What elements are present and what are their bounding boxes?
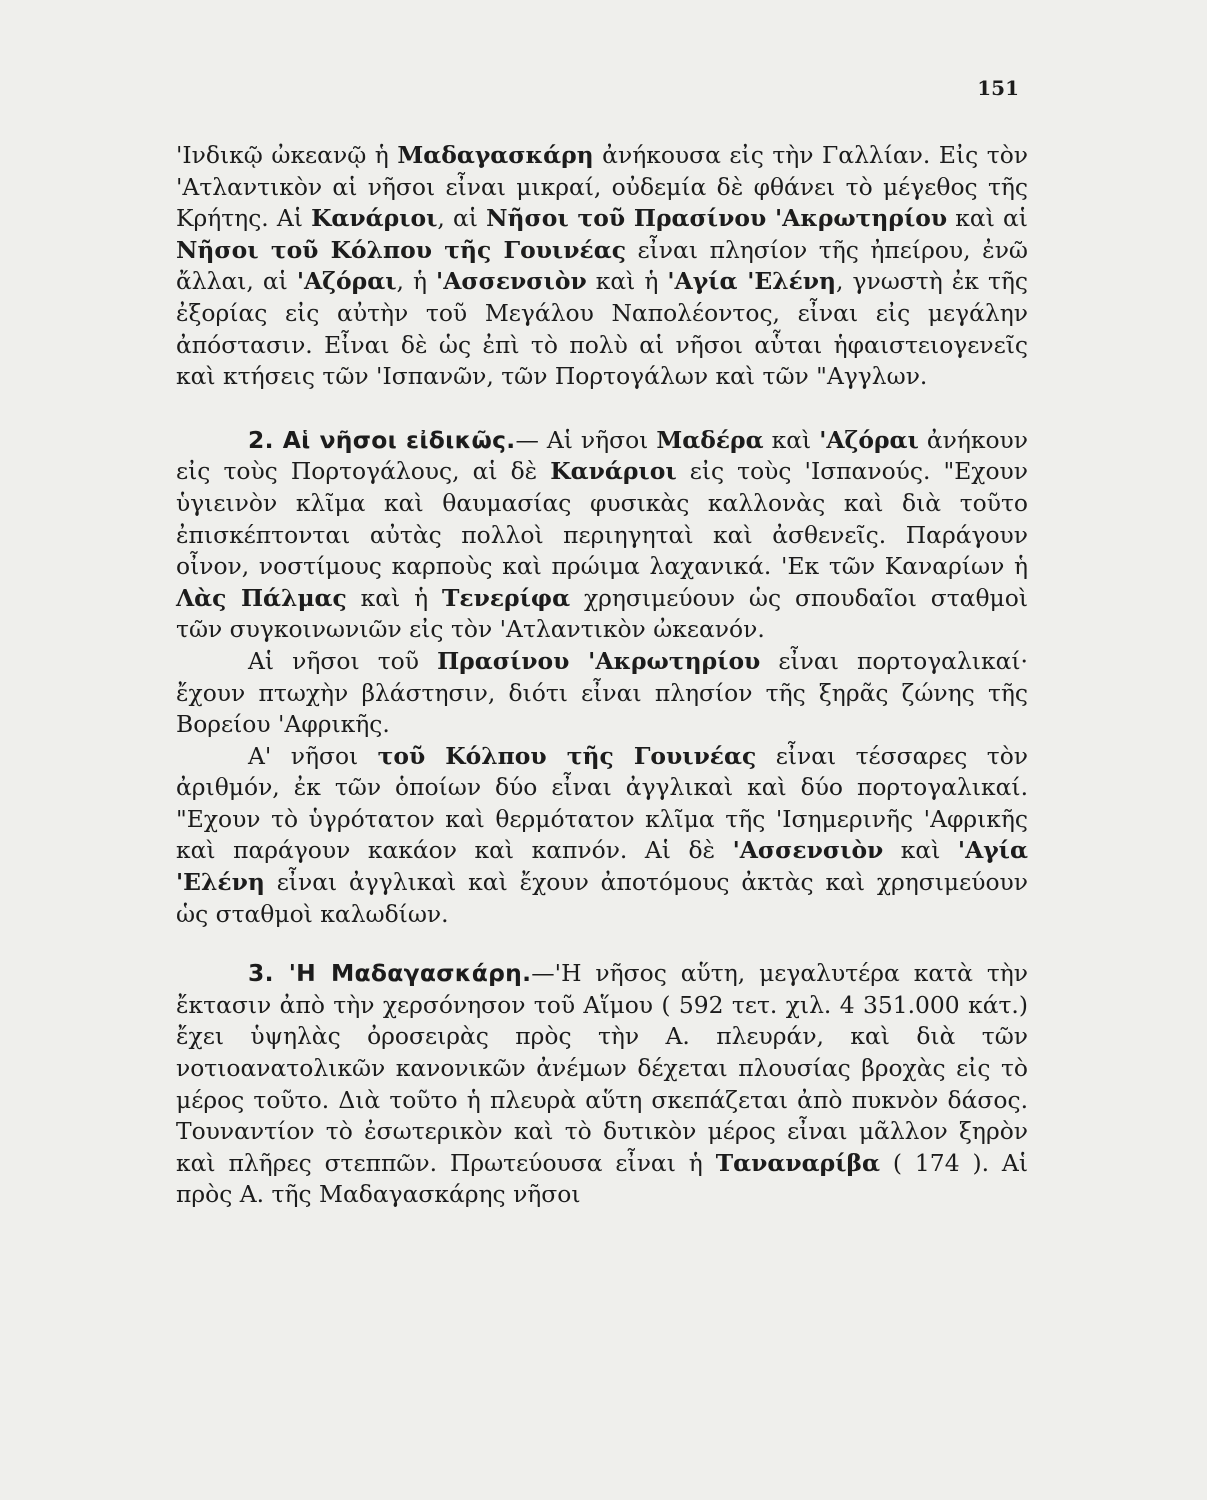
section-heading: 3. 'Η Μαδαγασκάρη. — [248, 959, 532, 988]
intro-paragraph: 'Ινδικῷ ὠκεανῷ ἡ Μαδαγασκάρη ἀνήκουσα εἰς τὴν Γαλλίαν. Εἰς τὸν 'Ατλαντικὸν αἱ νῆσοι εἶναι μικραί, οὐδεμία δὲ φθάνει τὸ μέγεθος τῆς Κρήτης. Αἱ Κανάριοι, αἱ Νῆσοι τοῦ Πρασίνου 'Ακρωτηρίου καὶ αἱ Νῆσοι τοῦ Κόλπου τῆς Γουινέας εἶναι πλησίον τῆς ἠπείρου, ἐνῶ ἄλλαι, αἱ 'Αζόραι, ἡ 'Ασσενσιὸν καὶ ἡ 'Αγία 'Ελένη, γνωστὴ ἐκ τῆς ἐξορίας εἰς αὐτὴν τοῦ Μεγάλου Ναπολέοντος, εἶναι εἰς μεγάλην ἀπόστασιν. Εἶναι δὲ ὡς ἐπὶ τὸ πολὺ αἱ νῆσοι αὗται ἡφαιστειογενεῖς καὶ κτήσεις τῶν 'Ισπανῶν, τῶν Πορτογάλων καὶ τῶν "Αγγλων. — [176, 141, 1028, 391]
section-2-paragraph: 2. Αἱ νῆσοι εἰδικῶς.— Αἱ νῆσοι Μαδέρα καὶ 'Αζόραι ἀνήκουν εἰς τοὺς Πορτογάλους, αἱ δὲ Κανάριοι εἰς τοὺς 'Ισπανούς. "Εχουν ὑγιεινὸν κλῖμα καὶ θαυμασίας φυσικὰς καλλονὰς καὶ διὰ τοῦτο ἐπισκέπτονται αὐτὰς πολλοὶ περιηγηταὶ καὶ ἀσθενεῖς. Παράγουν οἶνον, νοστίμους καρποὺς καὶ πρώιμα λαχανικά. 'Εκ τῶν Καναρίων ἡ Λὰς Πάλμας καὶ ἡ Τενερίφα χρησιμεύουν ὡς σπουδαῖοι σταθμοὶ τῶν συγκοινωνιῶν εἰς τὸν 'Ατλαντικὸν ὠκεανόν. — [176, 425, 1028, 644]
page-body — [176, 140, 1028, 1211]
page-number: 151 — [977, 76, 1019, 100]
guinea-islands-paragraph: Α' νῆσοι τοῦ Κόλπου τῆς Γουινέας εἶναι τέσσαρες τὸν ἀριθμόν, ἐκ τῶν ὁποίων δύο εἶναι ἀγγλικαὶ καὶ δύο πορτογαλικαί. "Εχουν τὸ ὑγρότατον καὶ θερμότατον κλῖμα τῆς 'Ισημερινῆς 'Αφρικῆς καὶ παράγουν κακάον καὶ καπνόν. Αἱ δὲ 'Ασσενσιὸν καὶ 'Αγία 'Ελένη εἶναι ἀγγλικαὶ καὶ ἔχουν ἀποτόμους ἀκτὰς καὶ χρησιμεύουν ὡς σταθμοὶ καλωδίων. — [176, 741, 1029, 928]
cape-verde-paragraph: Αἱ νῆσοι τοῦ Πρασίνου 'Ακρωτηρίου εἶναι πορτογαλικαί· ἔχουν πτωχὴν βλάστησιν, διότι εἶναι πλησίον τῆς ξηρᾶς ζώνης τῆς Βορείου 'Αφρικῆς. — [176, 646, 1028, 739]
section-3-paragraph: 3. 'Η Μαδαγασκάρη.—'Η νῆσος αὕτη, μεγαλυτέρα κατὰ τὴν ἔκτασιν ἀπὸ τὴν χερσόνησον τοῦ Αἵμου ( 592 τετ. χιλ. 4 351.000 κάτ.) ἔχει ὑψηλὰς ὀροσειρὰς πρὸς τὴν Α. πλευράν, καὶ διὰ τῶν νοτιοανατολικῶν κανονικῶν ἀνέμων δέχεται πλουσίας βροχὰς εἰς τὸ μέρος τοῦτο. Διὰ τοῦτο ἡ πλευρὰ αὕτη σκεπάζεται ἀπὸ πυκνὸν δάσος. Τουναντίον τὸ ἐσωτερικὸν καὶ τὸ δυτικὸν μέρος εἶναι μᾶλλον ξηρὸν καὶ πλῆρες στεππῶν. Πρωτεύουσα εἶναι ἡ Ταναναρίβα ( 174 ). Αἱ πρὸς Α. τῆς Μαδαγασκάρης νῆσοι — [176, 959, 1029, 1209]
section-heading: 2. Αἱ νῆσοι εἰδικῶς. — [248, 425, 516, 454]
